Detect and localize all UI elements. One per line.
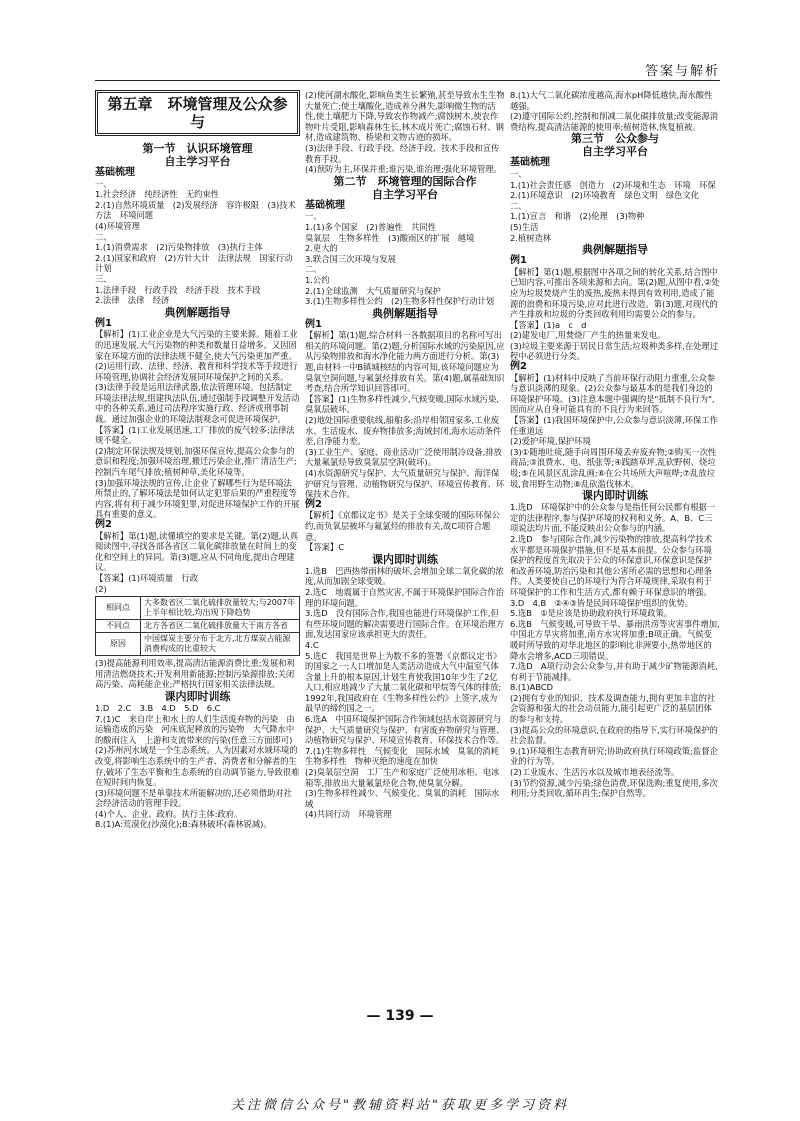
- text-line: 【答案】C: [305, 542, 344, 553]
- text-line: 2.植树造林: [510, 232, 552, 243]
- text-line: 8.(1)ABCD: [510, 682, 554, 693]
- text-line: (4)环境管理: [95, 220, 140, 231]
- subheading: 基础梳理: [510, 157, 550, 169]
- section-heading: 自主学习平台: [582, 145, 648, 159]
- text-line: (2)臭氧层空洞 工厂生产和家庭广泛使用冰柜、电冰箱等,排放出大量氟氯烃化合物,使臭氧分解。: [305, 767, 500, 788]
- text-line: 5.选B ①是应该是协助政府执行环境政策。: [510, 608, 673, 619]
- text-line: 二、: [305, 264, 322, 275]
- text-line: 1.法律手段 行政手段 经济手段 技术手段: [95, 284, 261, 295]
- text-line: (4)水资源研究与保护、大气质量研究与保护、海洋保护研究与管理、动植物研究与保护、环境宣传教育、环保技术合作。: [305, 468, 505, 500]
- text-line: (2)制定环保法规及规划,加强环保宣传,提高公众参与的意识和程度;加强环境治理,搬迁污染企业,推广清洁生产;控制汽车尾气排放;植树种草,美化环境等。: [95, 445, 297, 478]
- text-line: (3)①随地吐痰,随手向周围环境丢弃废弃物;②购买一次性商品;③浪费水、电、纸张等;④践踏草坪,乱砍野树、烧垃圾;⑤在风景区乱涂乱画;⑥在公共场所大声喧哗;⑦乱放垃圾,食用野生动物;⑧乱砍滥伐林木。: [510, 446, 717, 489]
- text-line: 【答案】(1)我国环境保护中,公众参与意识淡薄,环保工作任重道远: [510, 415, 718, 436]
- text-line: (2)工业废水、生活污水以及城市地表径流等。: [510, 767, 680, 778]
- text-line: 2.选D 参与国际合作,减少污染物的排放,提高科学技术水平都是环境保护措施,但不是基本前提。公众参与环境保护的程度首先取决于公众的环保意识,环保意识是保护和改善环境,防治污染和其他公害所必需的思想和心理条件。人类要使自己的环境行为符合环境规律,采取有利于环境保护的工作和生活方式,都有赖于环保意识的增强。: [510, 533, 713, 597]
- text-line: 5.选C 我国是世界上为数不多的签署《京都议定书》的国家之一;人口增加是人类活动造成大气中温室气体含量上升的根本原因,计划生育使我国10年少生了2亿人口,相应地减少了大量二氧化碳和甲烷等气体的排放;1992年,我国政府在《生物多样性公约》上签字,成为最早的缔约国之一。: [305, 650, 502, 714]
- text-line: 【答案】(1)a c d: [510, 319, 587, 330]
- subheading: 例1: [95, 317, 112, 329]
- text-line: (3)垃圾主要来源于居民日常生活;垃圾种类多样,在处理过程中必须进行分类。: [510, 340, 719, 362]
- text-line: 9.(1)环境相生态教育研究;协助政府执行环境政策;监督企业的行为等。: [510, 745, 718, 767]
- section-heading: 典例解题指导: [582, 243, 648, 257]
- page-header: [95, 60, 720, 81]
- row-header: 相同点: [96, 597, 141, 620]
- section-heading: 第二节 环境管理的国际合作: [333, 174, 477, 188]
- subheading: 例2: [305, 498, 322, 510]
- text-line: 2.(1)全球监测 大气质量研究与保护: [305, 285, 441, 296]
- text-line: 【解析】(1)材料中反映了当前环保行动阻力重重,公众参与意识淡薄的现象。(2)公众参与最基本的是我们身边的环境保护环境。(3)注意本题中强调的是"抵制不良行为",因而应从自身可能具有的不良行为来回答。: [510, 372, 716, 415]
- text-line: 三、: [95, 273, 112, 284]
- header-title: 答案与解析: [644, 64, 720, 79]
- section-heading: 课内即时训练: [164, 689, 231, 703]
- text-line: 【解析】第(1)题,读懂填空的要求是关键。第(2)题,认真阅读图中,寻找各部各省区二氧化碳排放量在时间上的变化和空间上的异同。第(3)题,应从不同角度,提出合理建议。: [95, 530, 299, 573]
- text-line: 6.选B 气候变暖,可导致干旱、暴雨洪涝等灾害事件增加,中国北方旱灾将加重,南方水灾将加重;B项正确。气候变暖时所导致的对华北地区的影响比非洲要小,热带地区的降水会增多,ACD三项错误。: [510, 618, 720, 661]
- row-header: 不同点: [96, 620, 141, 633]
- subheading: 例1: [510, 255, 527, 267]
- subheading: 例1: [305, 318, 322, 330]
- text-line: (2)苏州河水域是一个生态系统。人为因素对水域环境的改变,将影响生态系统中的生产者、消费者和分解者的生存,破坏了生态平衡和生态系统的自动调节能力,导致很难在短时间内恢复。: [95, 745, 300, 788]
- section-heading: 典例解题指导: [372, 306, 438, 320]
- section-heading: 典例解题指导: [164, 305, 231, 319]
- text-line: 【解析】《京都议定书》是关于全球变暖的国际环保公约,而负氧层被坏与氟氯烃的排放有关,故C项符合题意。: [305, 510, 500, 542]
- text-line: 7.(1)生物多样性 气候变化 国际水域 臭氧的消耗 生物多样性 物种灭绝的速度在加快: [305, 745, 508, 767]
- row-value: 大多数省区二氧化硫排放量较大;与2007年上半年相比较,均出现下降趋势: [141, 597, 300, 620]
- text-line: 【答案】(1)环境质量 行政: [95, 572, 199, 583]
- comparison-table: [95, 596, 300, 656]
- text-line: (3)加强环境法规的宣传,让企业了解哪些行为是环境法所禁止的,了解环境法是如何认定犯罪后果的严重程度等内容,将有利于减少环境犯罪,对促进环境保护工作的开展具有重要的意义。: [95, 477, 300, 520]
- text-line: (3)生物多样性减少、气候变化、臭氧的消耗 国际水域: [305, 788, 500, 809]
- section-heading: 课内即时训练: [582, 489, 648, 503]
- text-line: 4.C: [305, 639, 319, 650]
- table-row: [96, 633, 300, 656]
- page-number: — 139 —: [366, 1008, 434, 1024]
- text-line: 7.选D A项行动会公众参与,并有助于减少矿物能源消耗,有利于节能减排。: [510, 661, 718, 682]
- table-row: [96, 620, 300, 633]
- text-line: 【答案】(1)工业发展迅速,工厂排放的废气较多;法律法规不健全。: [95, 424, 295, 446]
- text-line: 【解析】(1)工业企业是大气污染的主要来源。随着工业的迅速发展,大气污染物的种类和数量日益增多。又因固家在环境方面的法律法规不健全,使大气污染更加严重。(2)运用行政、法律、经济、教育和科学技术等手段进行环境管理,协调社会经济发展同环境保护之间的关系。(3)法律手段是运用法律武器,依法管理环境。包括制定环境法律法规,组建执法队伍,通过强制手段调整开发活动中的各种关系,通过司法程序实施行政、经济或刑事制裁。通过加强企业的环境法制观念可促进环境保护。: [95, 329, 300, 425]
- text-line: (2)建发电厂,用焚烧厂产生的热量来发电。: [510, 330, 666, 341]
- footer-note: 关注微信公众号"教辅资料站"获取更多学习资料: [231, 1098, 569, 1113]
- text-line: 臭氧层 生物多样性 (3)酸雨区的扩展 越境: [305, 232, 475, 243]
- text-line: 1.(1)消费需求 (2)污染物排放 (3)执行主体: [95, 242, 263, 253]
- text-line: 1.(1)社会责任感 创造力 (2)环境和生态 环境 环保: [510, 179, 716, 190]
- text-line: (2)地处国际重要航线,船舶多;沿岸相邻国家多,工业废水、生活废水、废弃物排放多;海域封闭,海水运动条件差,自净能力差。: [305, 415, 502, 447]
- text-line: (2)遵守国际公约,控制和削减二氧化碳排放量;改变能源消费结构,提高清洁能源的使用率;植树造林,恢复植被。: [510, 111, 719, 132]
- text-line: 【答案】(1)生物多样性减少,气候变暖,国际水域污染,臭氧层破坏。: [305, 393, 499, 415]
- text-line: 二、: [510, 200, 527, 211]
- text-line: (3)环境问题不是单靠技术所能解决的,还必须借助对社会经济活动的管理手段。: [95, 787, 292, 809]
- subheading: 基础梳理: [305, 199, 345, 211]
- text-line: 1.D 2.C 3.B 4.D 5.D 6.C: [95, 702, 221, 713]
- section-heading: 自主学习平台: [164, 155, 231, 168]
- table-row: [96, 597, 300, 620]
- subheading: 例2: [95, 519, 112, 530]
- text-line: 3.(1)生物多样性公约 (2)生物多样性保护行动计划: [305, 296, 495, 307]
- text-line: (2)使河湖水酸化,影响鱼类生长繁殖,甚至导致水生生物大量死亡;使土壤酸化,造成养分淋失,影响微生物的活性,使土壤肥力下降,导致农作物减产;腐蚀树木,使农作物叶片受阻,影响森林生长,林木成片死亡;腐蚀石材、钢材,造成建筑物、桥梁和文物古迹的损坏。: [305, 90, 505, 143]
- text-line: 2.选C 地震属于自然灾害,不属于环境保护国际合作治理的环境问题。: [305, 586, 504, 608]
- text-line: 6.选A 中国环境保护国际合作领域包括水资源研究与保护、大气质量研究与保护、有害废弃物研究与管理、动植物研究与保护、环境宣传教育、环保技术合作等。: [305, 714, 505, 746]
- text-line: (2)爱护环境,保护环境: [510, 436, 591, 447]
- text-line: (5)生活: [510, 221, 539, 232]
- text-line: 二、: [95, 231, 112, 242]
- text-line: (3)节约资源,减少污染;绿色消费,环保选购;重复使用,多次利用;分类回收,循环再生;保护自然等。: [510, 777, 718, 799]
- section-heading: 第一节 认识环境管理: [142, 142, 253, 155]
- section-heading: 第五章 环境管理及公众参与: [95, 90, 300, 136]
- text-line: (2): [95, 583, 107, 594]
- text-line: 1.社会经济 纯经济性 无约束性: [95, 189, 220, 200]
- row-value: 中国煤炭主要分布于北方,北方煤炭占能源消费构成的比重较大: [141, 633, 300, 656]
- text-line: 2.更大的: [305, 243, 338, 254]
- text-line: 3.选D 没有国际合作,我国也能进行环境保护工作,但有些环境问题的解决需要进行国际合作。在环境治理方面,发达国家应该承担更大的责任。: [305, 608, 505, 640]
- text-line: 2.(1)环境意识 (2)环境教育 绿色文明 绿色文化: [510, 190, 700, 201]
- text-line: 2.法律 法律 经济: [95, 295, 170, 306]
- text-line: 2.(1)国家和政府 (2)方针大计 法律法规 国家行动计划: [95, 252, 293, 274]
- text-line: 一、: [510, 168, 527, 179]
- text-line: (3)工业生产、家庭、商业活动广泛使用制冷设备,排放大量氟氯烃导致臭氧层空洞(破坏)。: [305, 446, 502, 468]
- row-value: 北方各省区二氧化硫排放量大于南方各省: [141, 620, 300, 633]
- section-heading: 第三节 公众参与: [571, 132, 659, 146]
- text-line: (3)提高能源利用效率,提高清洁能源消费比重;发展和利用清洁燃烧技术;开发利用新能源;控制污染源排放;关闭高污染、高耗能企业;严格执行国家相关法律法规。: [95, 658, 295, 690]
- text-line: 2.(1)自然环境质量 (2)发展经济 容许极限 (3)技术方法 环境问题: [95, 199, 296, 221]
- text-line: (4)共同行动 环境管理: [305, 809, 392, 820]
- text-line: 7.(1)C 来自岸上和水上的人们生活废弃物的污染 由运输造成的污染 河床底泥释放的污染物 大气降水中的酸雨注入 上游和支流带来的污染(任意三方面即可): [95, 713, 295, 745]
- text-line: (4)个人、企业、政府。执行主体:政府。: [95, 808, 243, 819]
- text-line: 8.(1)A:荒漠化(沙漠化);B:森林破坏(森林锐减)。: [95, 819, 272, 830]
- text-line: 1.(1)宣言 和谐 (2)伦理 (3)物种: [510, 211, 645, 222]
- text-line: 一、: [305, 211, 322, 222]
- text-line: 3.D 4.B ②④③皆是民间环境保护组织的优势。: [510, 597, 693, 608]
- column-2: [305, 90, 508, 820]
- column-3: [510, 90, 720, 805]
- subheading: 例2: [510, 361, 527, 373]
- text-line: 3.联合国三次环境与发展: [305, 253, 396, 264]
- text-line: 1.选D 环境保护中的公众参与是指任何公民都有根据一定的法律程序,参与保护环境的权利和义务。A、B、C三项说法均片面,不能反映出公众参与的内涵。: [510, 502, 716, 534]
- text-line: 【解析】第(1)题,根据图中各项之间的转化关系,结合图中已知内容,可推出各项来源和去向。第(2)题,从图中看,②处应为垃圾焚烧产生的废热,废热未得到有效利用,造成了能源的浪费和环境污染,应对此进行改造。第(3)题,对现代的产生排放和垃圾的分类回收利用均需要公众的参与。: [510, 266, 720, 320]
- text-line: (2)拥有专业的知识、技术及调查能力,拥有更加丰富的社会资源和强大的社会动员能力,能引起更广泛的基层团体的参与和支持。: [510, 692, 716, 725]
- section-heading: 课内即时训练: [372, 552, 438, 566]
- text-line: 1.选B 巴西热带雨林的破坏,会增加全球二氧化碳的浓度,从而加剧全球变暖。: [305, 565, 504, 587]
- text-line: 1.(1)多个国家 (2)普遍性 共同性: [305, 221, 436, 232]
- text-line: (4)预防为主,环保并重;谁污染,谁治理;强化环境管理。: [305, 164, 502, 175]
- text-line: 8.(1)大气二氧化碳浓度越高,海水pH降低越快,海水酸性越强。: [510, 90, 713, 111]
- section-heading: 自主学习平台: [372, 187, 438, 201]
- subheading: 基础梳理: [95, 167, 135, 178]
- column-1: [95, 90, 300, 830]
- text-line: 1.公约: [305, 274, 330, 285]
- row-header: 原因: [96, 633, 141, 656]
- text-line: (3)法律手段、行政手段、经济手段、技术手段和宣传教育手段。: [305, 142, 500, 164]
- text-line: 一、: [95, 178, 112, 189]
- text-line: (3)提高公众的环境意识,在政府的指导下,实行环境保护的社会监督。: [510, 724, 718, 746]
- text-line: 【解析】第(1)题,综合材料一各数据项目的名称可写出相关的环境问题。第(2)题,分析国际水域的污染原因,应从污染物排放和海水净化能力两方面进行分析。第(3)题,由材料一中B镇城核结的内容可知,该环境问题应为臭氧空洞问题,与氟氯烃排放有关。第(4)题,属基础知识考查,结合所学知识回答即可。: [305, 330, 505, 394]
